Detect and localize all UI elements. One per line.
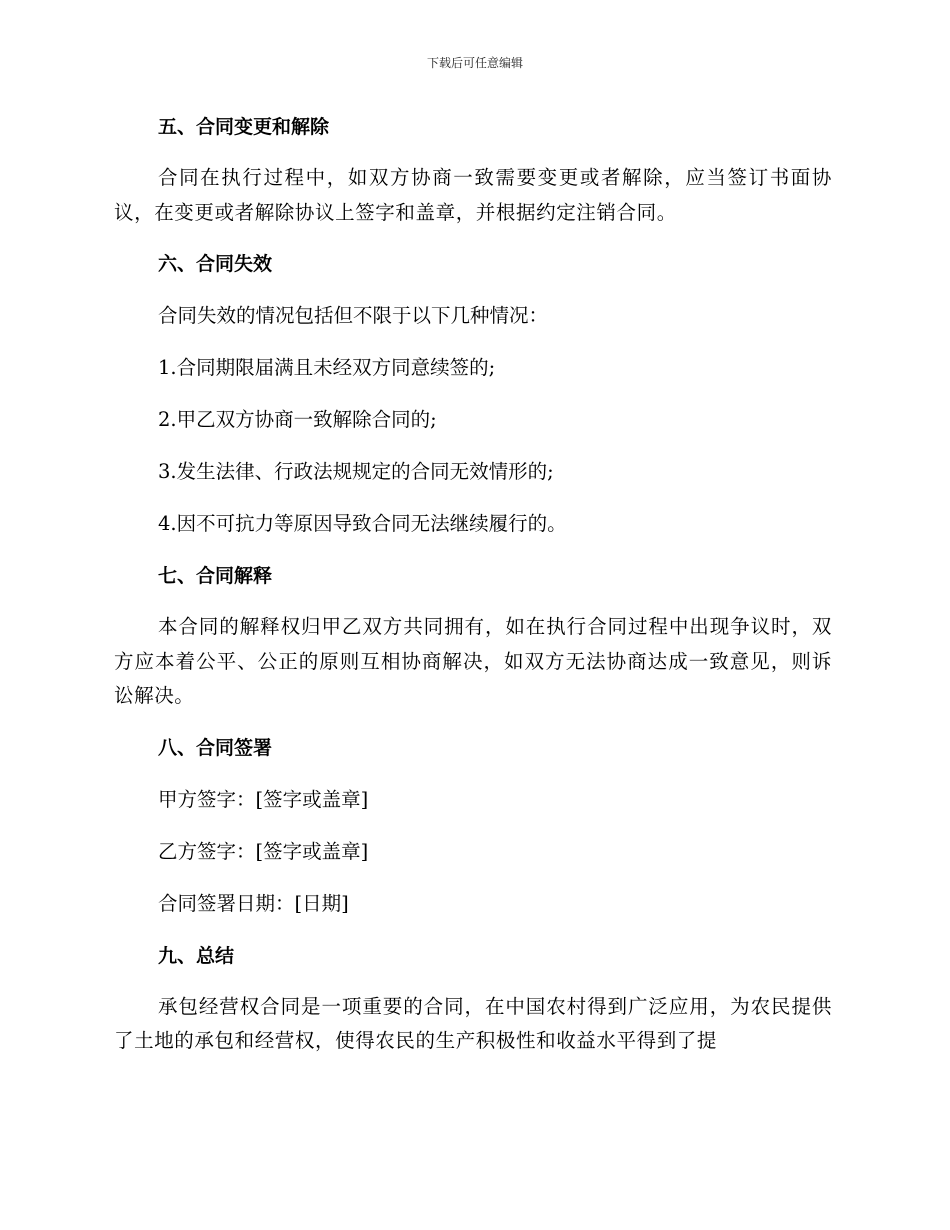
section-heading-5: 五、合同变更和解除 [158,116,330,138]
section-5-paragraph: 合同在执行过程中，如双方协商一致需要变更或者解除，应当签订书面协议，在变更或者解除协议上签字和盖章，并根据约定注销合同。 [114,166,832,224]
party-a-signature: 甲方签字：[签字或盖章] [158,787,369,811]
section-6-item-4: 4.因不可抗力等原因导致合同无法继续履行的。 [158,512,567,535]
section-heading-8: 八、合同签署 [158,736,273,759]
signing-date: 合同签署日期：[日期] [158,891,349,915]
section-6-item-1: 1.合同期限届满且未经双方同意续签的; [158,356,496,379]
party-b-signature: 乙方签字：[签字或盖章] [158,839,369,863]
section-heading-9: 九、总结 [158,944,235,967]
document-body [114,109,832,1075]
section-heading-7: 七、合同解释 [158,565,273,587]
page-header: 下载后可任意编辑 [426,56,523,70]
section-heading-6: 六、合同失效 [158,253,273,275]
section-6-item-3: 3.发生法律、行政法规规定的合同无效情形的; [158,460,554,483]
section-6-intro: 合同失效的情况包括但不限于以下几种情况： [158,304,549,327]
section-6-item-2: 2.甲乙双方协商一致解除合同的; [158,408,437,431]
section-7-paragraph: 本合同的解释权归甲乙双方共同拥有，如在执行合同过程中出现争议时，双方应本着公平、公正的原则互相协商解决，如双方无法协商达成一致意见，则诉讼解决。 [114,615,832,707]
section-9-paragraph: 承包经营权合同是一项重要的合同，在中国农村得到广泛应用，为农民提供了土地的承包和经营权，使得农民的生产积极性和收益水平得到了提 [114,994,832,1052]
